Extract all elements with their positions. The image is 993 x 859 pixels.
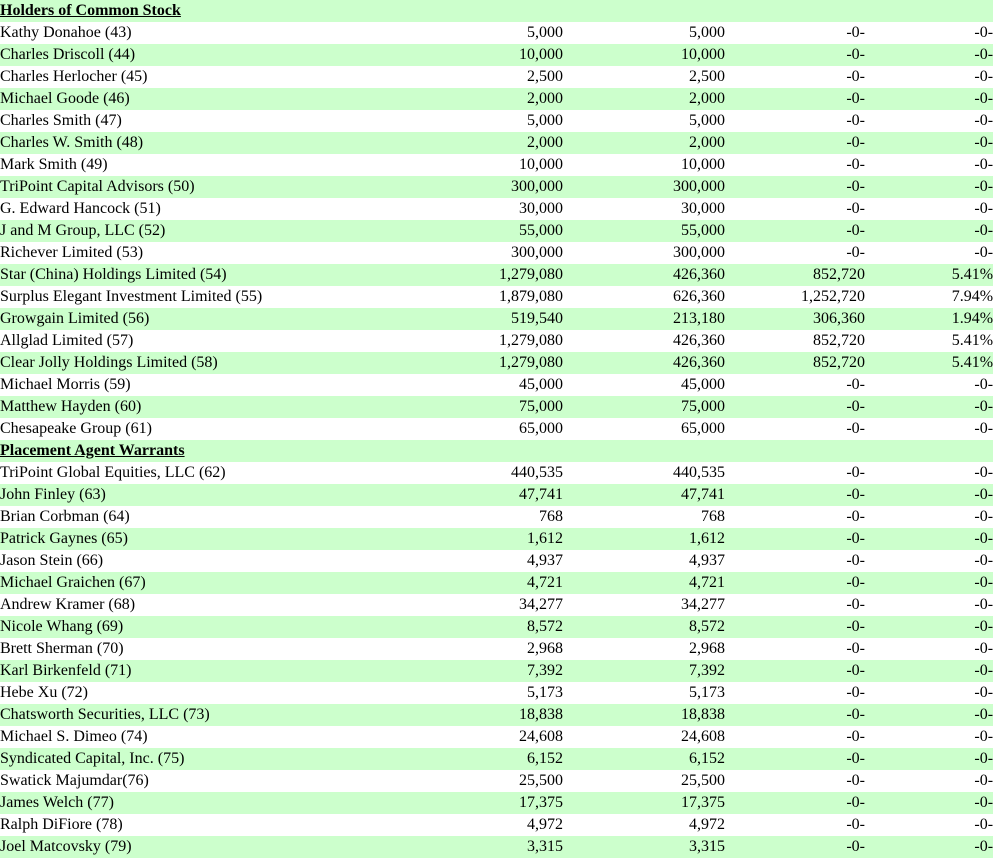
- table-row: [0, 726, 993, 748]
- table-row: [0, 682, 993, 704]
- shares-offered: 768: [563, 506, 725, 528]
- shares-after-offering: 306,360: [725, 308, 865, 330]
- shares-offered: 17,375: [563, 792, 725, 814]
- holder-name: Brett Sherman (70): [0, 638, 405, 660]
- percent-after-offering: -0-: [865, 396, 993, 418]
- percent-after-offering: -0-: [865, 660, 993, 682]
- percent-after-offering: -0-: [865, 682, 993, 704]
- percent-after-offering: -0-: [865, 132, 993, 154]
- shares-offered: 10,000: [563, 154, 725, 176]
- table-row: [0, 44, 993, 66]
- holder-name: Andrew Kramer (68): [0, 594, 405, 616]
- table-row: [0, 748, 993, 770]
- shares-before-offering: 5,173: [405, 682, 563, 704]
- shares-after-offering: -0-: [725, 814, 865, 836]
- shares-before-offering: 768: [405, 506, 563, 528]
- holder-name: Star (China) Holdings Limited (54): [0, 264, 405, 286]
- percent-after-offering: -0-: [865, 154, 993, 176]
- percent-after-offering: -0-: [865, 198, 993, 220]
- table-row: [0, 66, 993, 88]
- table-row: [0, 110, 993, 132]
- table-row: [0, 660, 993, 682]
- shares-after-offering: -0-: [725, 792, 865, 814]
- shares-after-offering: -0-: [725, 748, 865, 770]
- shares-offered: 5,173: [563, 682, 725, 704]
- shares-offered: 1,612: [563, 528, 725, 550]
- shares-before-offering: 1,279,080: [405, 264, 563, 286]
- holder-name: Michael Graichen (67): [0, 572, 405, 594]
- table-row: [0, 132, 993, 154]
- percent-after-offering: -0-: [865, 572, 993, 594]
- shares-before-offering: 24,608: [405, 726, 563, 748]
- table-row: [0, 836, 993, 858]
- shares-before-offering: 5,000: [405, 22, 563, 44]
- percent-after-offering: 7.94%: [865, 286, 993, 308]
- shares-after-offering: 852,720: [725, 330, 865, 352]
- shares-after-offering: 852,720: [725, 264, 865, 286]
- shares-after-offering: -0-: [725, 44, 865, 66]
- holder-name: Clear Jolly Holdings Limited (58): [0, 352, 405, 374]
- table-row: [0, 792, 993, 814]
- table-row: [0, 286, 993, 308]
- percent-after-offering: 5.41%: [865, 330, 993, 352]
- percent-after-offering: -0-: [865, 638, 993, 660]
- table-row: [0, 242, 993, 264]
- table-row: [0, 506, 993, 528]
- shares-after-offering: -0-: [725, 660, 865, 682]
- shares-after-offering: -0-: [725, 682, 865, 704]
- shares-before-offering: 65,000: [405, 418, 563, 440]
- shares-offered: 75,000: [563, 396, 725, 418]
- holder-name: Brian Corbman (64): [0, 506, 405, 528]
- shares-after-offering: -0-: [725, 396, 865, 418]
- holder-name: Chatsworth Securities, LLC (73): [0, 704, 405, 726]
- shares-offered: 300,000: [563, 176, 725, 198]
- shares-offered: 10,000: [563, 44, 725, 66]
- table-row: [0, 528, 993, 550]
- shares-before-offering: 10,000: [405, 154, 563, 176]
- shares-offered: 2,000: [563, 88, 725, 110]
- table-row: [0, 22, 993, 44]
- shares-after-offering: -0-: [725, 704, 865, 726]
- section-header-row: [0, 0, 993, 22]
- holder-name: Growgain Limited (56): [0, 308, 405, 330]
- holder-name: Hebe Xu (72): [0, 682, 405, 704]
- shares-before-offering: 2,500: [405, 66, 563, 88]
- shares-offered: 426,360: [563, 330, 725, 352]
- table-row: [0, 396, 993, 418]
- table-row: [0, 572, 993, 594]
- shares-before-offering: 55,000: [405, 220, 563, 242]
- shares-offered: 426,360: [563, 352, 725, 374]
- shares-after-offering: -0-: [725, 176, 865, 198]
- percent-after-offering: -0-: [865, 704, 993, 726]
- shares-after-offering: -0-: [725, 418, 865, 440]
- shares-offered: 213,180: [563, 308, 725, 330]
- holder-name: John Finley (63): [0, 484, 405, 506]
- shares-before-offering: 2,968: [405, 638, 563, 660]
- holder-name: Jason Stein (66): [0, 550, 405, 572]
- shares-after-offering: -0-: [725, 726, 865, 748]
- percent-after-offering: -0-: [865, 792, 993, 814]
- shares-after-offering: -0-: [725, 572, 865, 594]
- section-title: Placement Agent Warrants: [0, 440, 993, 462]
- percent-after-offering: -0-: [865, 748, 993, 770]
- shares-after-offering: -0-: [725, 462, 865, 484]
- shares-after-offering: -0-: [725, 154, 865, 176]
- percent-after-offering: -0-: [865, 506, 993, 528]
- holder-name: Michael Goode (46): [0, 88, 405, 110]
- shares-before-offering: 4,972: [405, 814, 563, 836]
- shares-before-offering: 300,000: [405, 176, 563, 198]
- shares-offered: 426,360: [563, 264, 725, 286]
- holder-name: Karl Birkenfeld (71): [0, 660, 405, 682]
- table-row: [0, 374, 993, 396]
- holder-name: G. Edward Hancock (51): [0, 198, 405, 220]
- shares-before-offering: 2,000: [405, 88, 563, 110]
- shares-offered: 4,972: [563, 814, 725, 836]
- table-row: [0, 220, 993, 242]
- holder-name: Michael Morris (59): [0, 374, 405, 396]
- shares-after-offering: -0-: [725, 550, 865, 572]
- shares-after-offering: -0-: [725, 638, 865, 660]
- shares-after-offering: -0-: [725, 66, 865, 88]
- holder-name: TriPoint Global Equities, LLC (62): [0, 462, 405, 484]
- shares-offered: 55,000: [563, 220, 725, 242]
- holder-name: Matthew Hayden (60): [0, 396, 405, 418]
- holder-name: Charles Smith (47): [0, 110, 405, 132]
- table-row: [0, 484, 993, 506]
- holder-name: Charles Herlocher (45): [0, 66, 405, 88]
- shares-before-offering: 440,535: [405, 462, 563, 484]
- table-row: [0, 418, 993, 440]
- shares-after-offering: -0-: [725, 374, 865, 396]
- shares-after-offering: -0-: [725, 836, 865, 858]
- table-row: [0, 814, 993, 836]
- percent-after-offering: 5.41%: [865, 352, 993, 374]
- shares-offered: 8,572: [563, 616, 725, 638]
- shares-offered: 3,315: [563, 836, 725, 858]
- percent-after-offering: -0-: [865, 550, 993, 572]
- percent-after-offering: -0-: [865, 594, 993, 616]
- holder-name: Nicole Whang (69): [0, 616, 405, 638]
- table-row: [0, 550, 993, 572]
- table-row: [0, 462, 993, 484]
- shares-after-offering: -0-: [725, 242, 865, 264]
- percent-after-offering: -0-: [865, 374, 993, 396]
- shares-before-offering: 45,000: [405, 374, 563, 396]
- shares-offered: 45,000: [563, 374, 725, 396]
- table-row: [0, 770, 993, 792]
- holder-name: Charles Driscoll (44): [0, 44, 405, 66]
- shares-before-offering: 2,000: [405, 132, 563, 154]
- shares-before-offering: 519,540: [405, 308, 563, 330]
- shares-before-offering: 8,572: [405, 616, 563, 638]
- table-row: [0, 352, 993, 374]
- shares-before-offering: 4,721: [405, 572, 563, 594]
- percent-after-offering: -0-: [865, 814, 993, 836]
- shares-offered: 440,535: [563, 462, 725, 484]
- percent-after-offering: -0-: [865, 616, 993, 638]
- shares-offered: 24,608: [563, 726, 725, 748]
- shares-offered: 2,500: [563, 66, 725, 88]
- shares-before-offering: 75,000: [405, 396, 563, 418]
- shares-offered: 6,152: [563, 748, 725, 770]
- percent-after-offering: -0-: [865, 726, 993, 748]
- holder-name: James Welch (77): [0, 792, 405, 814]
- shares-before-offering: 300,000: [405, 242, 563, 264]
- shares-before-offering: 4,937: [405, 550, 563, 572]
- section-title: Holders of Common Stock: [0, 0, 993, 22]
- shares-before-offering: 10,000: [405, 44, 563, 66]
- percent-after-offering: -0-: [865, 528, 993, 550]
- shares-after-offering: -0-: [725, 528, 865, 550]
- percent-after-offering: -0-: [865, 770, 993, 792]
- shares-before-offering: 47,741: [405, 484, 563, 506]
- shares-offered: 626,360: [563, 286, 725, 308]
- percent-after-offering: -0-: [865, 22, 993, 44]
- holder-name: TriPoint Capital Advisors (50): [0, 176, 405, 198]
- percent-after-offering: -0-: [865, 44, 993, 66]
- shares-after-offering: -0-: [725, 616, 865, 638]
- percent-after-offering: -0-: [865, 66, 993, 88]
- shares-offered: 18,838: [563, 704, 725, 726]
- shares-offered: 4,721: [563, 572, 725, 594]
- shares-before-offering: 25,500: [405, 770, 563, 792]
- percent-after-offering: -0-: [865, 242, 993, 264]
- shares-after-offering: -0-: [725, 594, 865, 616]
- holder-name: Joel Matcovsky (79): [0, 836, 405, 858]
- percent-after-offering: -0-: [865, 110, 993, 132]
- table-row: [0, 704, 993, 726]
- shares-after-offering: 1,252,720: [725, 286, 865, 308]
- shares-offered: 300,000: [563, 242, 725, 264]
- holder-name: Patrick Gaynes (65): [0, 528, 405, 550]
- holder-name: Richever Limited (53): [0, 242, 405, 264]
- percent-after-offering: -0-: [865, 220, 993, 242]
- holder-name: Ralph DiFiore (78): [0, 814, 405, 836]
- shares-offered: 30,000: [563, 198, 725, 220]
- holder-name: Kathy Donahoe (43): [0, 22, 405, 44]
- percent-after-offering: -0-: [865, 462, 993, 484]
- percent-after-offering: -0-: [865, 836, 993, 858]
- percent-after-offering: -0-: [865, 484, 993, 506]
- table-row: [0, 594, 993, 616]
- table-row: [0, 308, 993, 330]
- shares-after-offering: -0-: [725, 132, 865, 154]
- table-row: [0, 264, 993, 286]
- shares-after-offering: -0-: [725, 506, 865, 528]
- shares-offered: 4,937: [563, 550, 725, 572]
- table-row: [0, 616, 993, 638]
- holder-name: Mark Smith (49): [0, 154, 405, 176]
- shares-after-offering: 852,720: [725, 352, 865, 374]
- percent-after-offering: -0-: [865, 418, 993, 440]
- percent-after-offering: 1.94%: [865, 308, 993, 330]
- shares-after-offering: -0-: [725, 198, 865, 220]
- shares-offered: 2,000: [563, 132, 725, 154]
- shares-before-offering: 18,838: [405, 704, 563, 726]
- shares-after-offering: -0-: [725, 110, 865, 132]
- holder-name: Michael S. Dimeo (74): [0, 726, 405, 748]
- shares-offered: 25,500: [563, 770, 725, 792]
- shares-offered: 65,000: [563, 418, 725, 440]
- shares-after-offering: -0-: [725, 22, 865, 44]
- shares-before-offering: 17,375: [405, 792, 563, 814]
- shares-after-offering: -0-: [725, 220, 865, 242]
- shares-offered: 5,000: [563, 22, 725, 44]
- shares-before-offering: 1,279,080: [405, 330, 563, 352]
- shares-before-offering: 1,612: [405, 528, 563, 550]
- holder-name: Charles W. Smith (48): [0, 132, 405, 154]
- holder-name: Chesapeake Group (61): [0, 418, 405, 440]
- table-row: [0, 638, 993, 660]
- section-header-row: [0, 440, 993, 462]
- shares-before-offering: 1,279,080: [405, 352, 563, 374]
- shares-before-offering: 34,277: [405, 594, 563, 616]
- shares-before-offering: 7,392: [405, 660, 563, 682]
- holder-name: Swatick Majumdar(76): [0, 770, 405, 792]
- shares-offered: 47,741: [563, 484, 725, 506]
- percent-after-offering: -0-: [865, 176, 993, 198]
- holder-name: Syndicated Capital, Inc. (75): [0, 748, 405, 770]
- holder-name: Allglad Limited (57): [0, 330, 405, 352]
- shares-offered: 7,392: [563, 660, 725, 682]
- shares-offered: 2,968: [563, 638, 725, 660]
- table-row: [0, 330, 993, 352]
- shares-after-offering: -0-: [725, 88, 865, 110]
- table-row: [0, 176, 993, 198]
- shares-offered: 34,277: [563, 594, 725, 616]
- holder-name: J and M Group, LLC (52): [0, 220, 405, 242]
- shares-offered: 5,000: [563, 110, 725, 132]
- shares-before-offering: 30,000: [405, 198, 563, 220]
- table-row: [0, 198, 993, 220]
- table-row: [0, 88, 993, 110]
- percent-after-offering: -0-: [865, 88, 993, 110]
- shares-after-offering: -0-: [725, 770, 865, 792]
- holder-name: Surplus Elegant Investment Limited (55): [0, 286, 405, 308]
- shares-before-offering: 6,152: [405, 748, 563, 770]
- percent-after-offering: 5.41%: [865, 264, 993, 286]
- shares-before-offering: 1,879,080: [405, 286, 563, 308]
- shares-before-offering: 3,315: [405, 836, 563, 858]
- table-row: [0, 154, 993, 176]
- shares-before-offering: 5,000: [405, 110, 563, 132]
- shares-after-offering: -0-: [725, 484, 865, 506]
